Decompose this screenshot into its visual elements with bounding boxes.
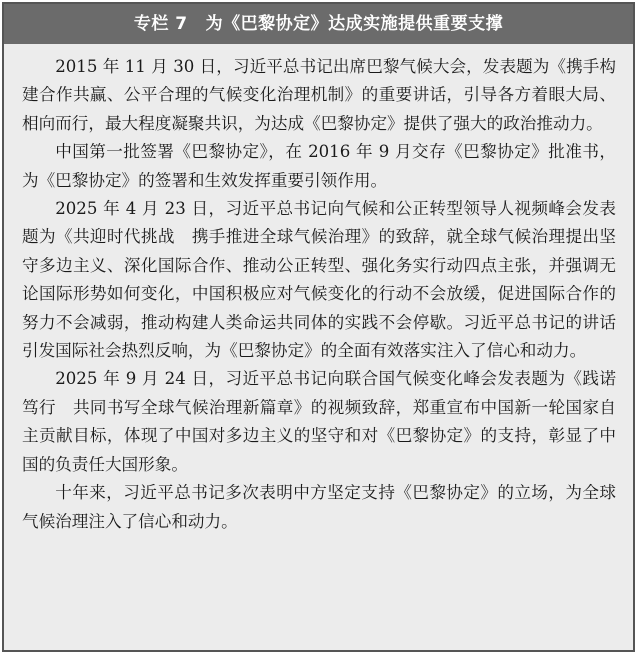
column-body [4, 44, 633, 536]
column-box [2, 2, 635, 652]
paragraph: 中国第一批签署《巴黎协定》，在 2016 年 9 月交存《巴黎协定》批准书，为《巴黎协定》的签署和生效发挥重要引领作用。 [22, 142, 616, 190]
column-label: 专栏 7 [133, 14, 188, 34]
paragraph: 2015 年 11 月 30 日，习近平总书记出席巴黎气候大会，发表题为《携手构建合作共赢、公平合理的气候变化治理机制》的重要讲话，引导各方着眼大局、相向而行，最大程度凝聚共识，为达成《巴黎协定》提供了强大的政治推动力。 [22, 57, 616, 133]
paragraph: 2025 年 4 月 23 日，习近平总书记向气候和公正转型领导人视频峰会发表题为《共迎时代挑战 携手推进全球气候治理》的致辞，就全球气候治理提出坚守多边主义、深化国际合作、推动公正转型、强化务实行动四点主张，并强调无论国际形势如何变化，中国积极应对气候变化的行动不会放缓，促进国际合作的努力不会减弱，推动构建人类命运共同体的实践不会停歇。习近平总书记的讲话引发国际社会热烈反响，为《巴黎协定》的全面有效落实注入了信心和动力。 [22, 199, 616, 361]
column-header [4, 4, 633, 44]
paragraph: 十年来，习近平总书记多次表明中方坚定支持《巴黎协定》的立场，为全球气候治理注入了信心和动力。 [22, 483, 616, 531]
paragraph: 2025 年 9 月 24 日，习近平总书记向联合国气候变化峰会发表题为《践诺笃行 共同书写全球气候治理新篇章》的视频致辞，郑重宣布中国新一轮国家自主贡献目标，体现了中国对多边主义的坚守和对《巴黎协定》的支持，彰显了中国的负责任大国形象。 [22, 369, 616, 474]
column-title: 为《巴黎协定》达成实施提供重要支撑 [205, 14, 504, 34]
